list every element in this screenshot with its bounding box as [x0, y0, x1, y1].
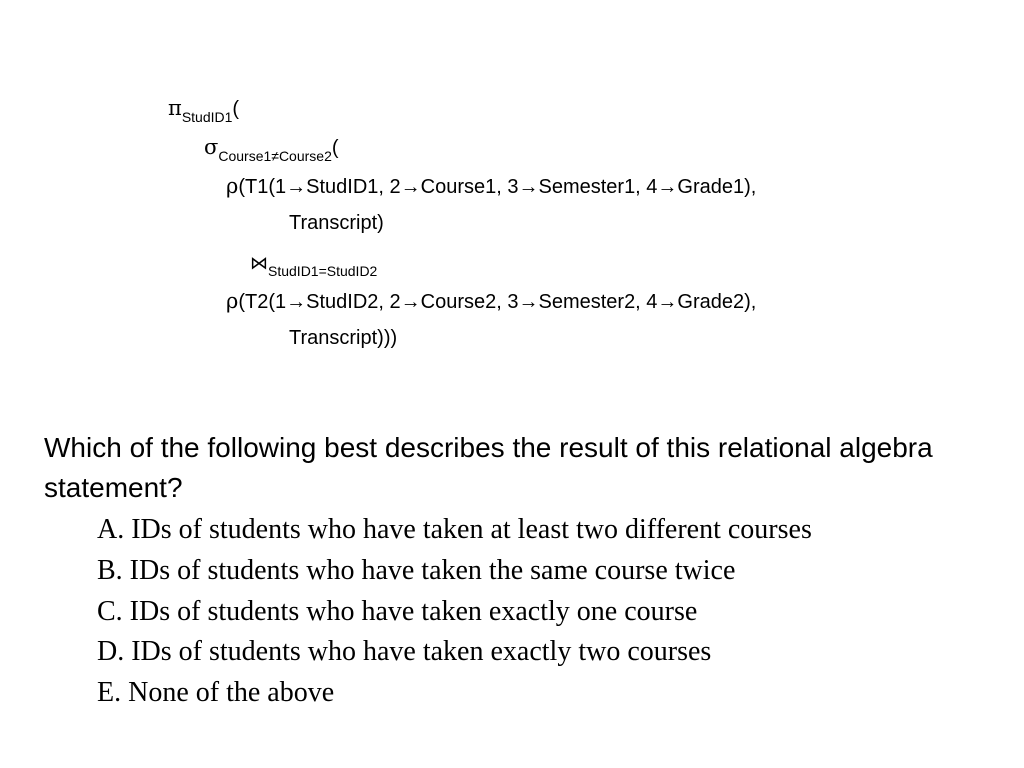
option-c: C. IDs of students who have taken exactly one course [97, 595, 698, 627]
answer-options [97, 510, 812, 714]
transcript-line-2 [289, 326, 397, 350]
option-a: A. IDs of students who have taken at least two different courses [97, 514, 812, 545]
transcript-line-1 [289, 211, 384, 235]
rename-t1-line [226, 174, 756, 199]
open-paren: ( [232, 98, 240, 120]
rho-symbol: ρ [226, 174, 239, 198]
option-d: D. IDs of students who have taken exactly two courses [97, 636, 712, 668]
join-subscript: StudID1=StudID2 [268, 263, 378, 279]
projection-subscript: StudID1 [181, 109, 233, 125]
transcript-text: Transcript))) [289, 327, 398, 349]
projection-line [168, 96, 240, 125]
rename-t2-line [226, 289, 756, 314]
sigma-symbol: σ [204, 135, 219, 159]
rename-t2-text: (T2(1→StudID2, 2→Course2, 3→Semester2, 4→Grade2), [238, 291, 757, 313]
rho-symbol: ρ [226, 289, 239, 313]
rename-t1-text: (T1(1→StudID1, 2→Course1, 3→Semester1, 4→Grade1), [238, 176, 757, 198]
option-e: E. None of the above [97, 677, 335, 709]
selection-line [204, 135, 339, 164]
transcript-text: Transcript) [289, 212, 384, 234]
selection-subscript: Course1≠Course2 [218, 148, 332, 164]
join-line [250, 251, 378, 279]
join-symbol: ⋈ [250, 253, 268, 274]
pi-symbol: π [168, 96, 182, 120]
question-text: Which of the following best describes the result of this relational algebra statement? [44, 432, 933, 503]
option-b: B. IDs of students who have taken the same course twice [97, 554, 736, 586]
open-paren: ( [331, 137, 339, 159]
